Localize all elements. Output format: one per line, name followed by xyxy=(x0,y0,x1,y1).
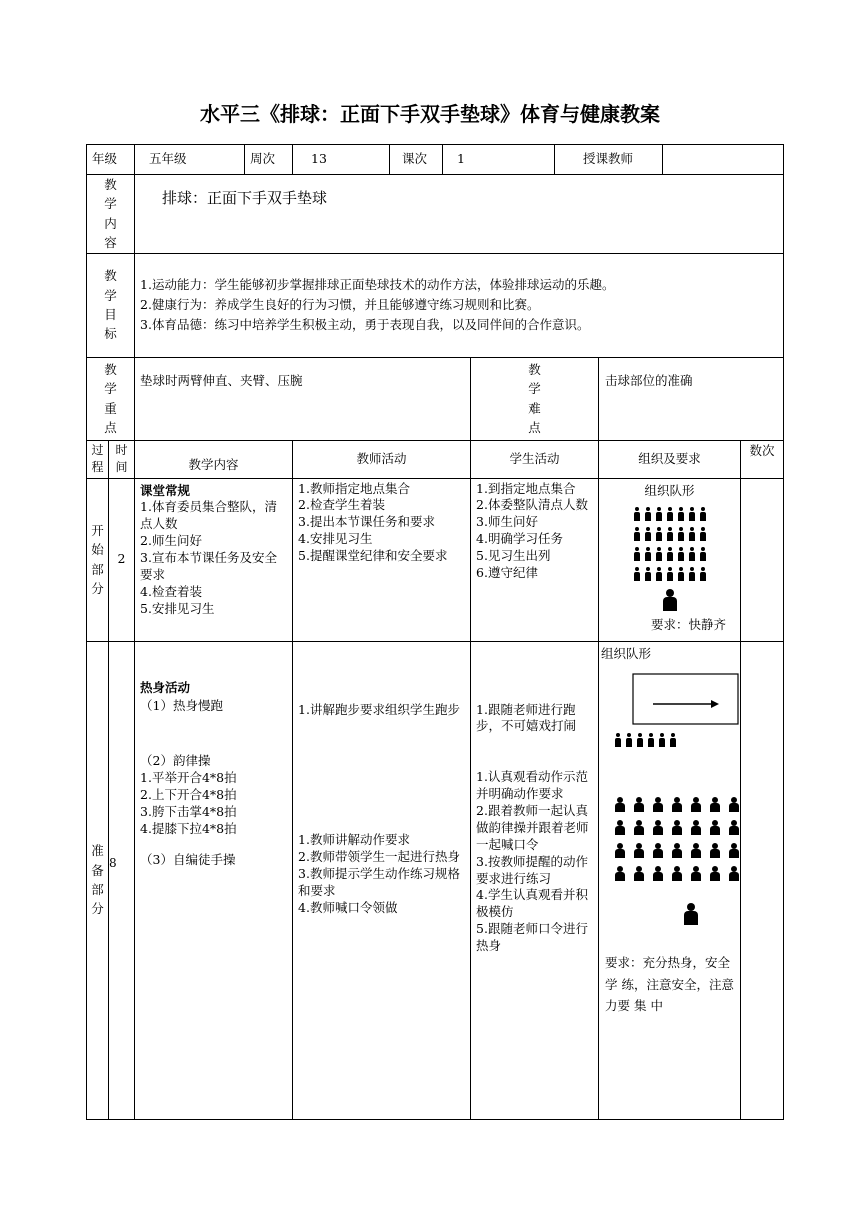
student-icon xyxy=(656,527,662,541)
section-start-organization xyxy=(599,478,741,641)
list-item: 4.学生认真观看并积极模仿 xyxy=(476,887,588,920)
student-icon xyxy=(634,527,640,541)
student-icon xyxy=(689,527,695,541)
student-icon xyxy=(710,866,720,881)
difficulty-value: 击球部位的准确 xyxy=(599,357,784,440)
org-requirement: 要求：充分热身，安全学 练，注意安全，注意力要 集 中 xyxy=(605,955,735,1013)
student-icon xyxy=(729,820,739,835)
student-icon xyxy=(678,567,684,581)
student-icon xyxy=(615,866,625,881)
student-icon xyxy=(667,567,673,581)
list-item: 5.提醒课堂纪律和安全要求 xyxy=(298,548,448,563)
list-item: 4.检查着装 xyxy=(140,583,202,599)
section-start-content: 课堂常规 1.体育委员集合整队，清点人数 2.师生问好 3.宣布本节课任务及安全要求 4.检查着装 5.安排见习生 xyxy=(135,478,293,641)
student-icon xyxy=(653,820,663,835)
list-item: 5.跟随老师口令进行热身 xyxy=(476,921,588,953)
track-box xyxy=(633,674,738,724)
col-count: 数次 xyxy=(741,440,784,478)
student-icon xyxy=(700,527,706,541)
list-item: 3.宣布本节课任务及安全要求 xyxy=(140,550,277,582)
section-prep-count xyxy=(741,641,784,1119)
col-process: 过 程 xyxy=(87,440,109,478)
section-prep-organization xyxy=(599,641,741,1119)
key-points-label: 教 学 重 点 xyxy=(87,357,135,440)
key-points-row xyxy=(87,357,784,440)
student-icon xyxy=(689,507,695,521)
content-value: 排球：正面下手双手垫球 xyxy=(135,175,784,254)
lesson-plan-table xyxy=(86,144,784,1120)
list-item: （1）热身慢跑 xyxy=(140,698,223,714)
student-icon xyxy=(689,567,695,581)
student-icon xyxy=(691,843,701,858)
arrow-head xyxy=(711,700,719,708)
student-icon xyxy=(710,797,720,812)
section-prep-label: 准 备 部 分 xyxy=(87,641,109,1119)
section-prep-student xyxy=(471,641,599,1119)
week-label: 周次 xyxy=(245,145,293,175)
section-start-teacher xyxy=(293,478,471,641)
formation-figure xyxy=(601,662,736,952)
list-item: 1.认真观看动作示范并明确动作要求 xyxy=(476,769,588,802)
column-header-row xyxy=(87,440,784,478)
list-item: 1.到指定地点集合 xyxy=(476,480,576,496)
student-icon xyxy=(634,507,640,521)
list-item: 1.体育委员集合整队，清点人数 xyxy=(140,499,277,532)
list-item: 6.遵守纪律 xyxy=(476,564,538,580)
list-item: 1.教师指定地点集合 xyxy=(298,480,410,496)
col-organization: 组织及要求 xyxy=(599,440,741,478)
list-item: 2.体委整队清点人数 xyxy=(476,497,588,513)
student-icon xyxy=(615,843,625,858)
student-icon xyxy=(672,843,682,858)
grade-label: 年级 xyxy=(87,145,135,175)
student-icon xyxy=(656,507,662,521)
student-icon xyxy=(626,733,632,747)
student-icon xyxy=(700,567,706,581)
student-icon xyxy=(656,547,662,561)
student-icon xyxy=(700,507,706,521)
student-icon xyxy=(691,866,701,881)
list-item: 4.安排见习生 xyxy=(298,531,373,547)
student-icon xyxy=(729,843,739,858)
list-item: （3）自编徒手操 xyxy=(140,851,236,867)
student-icon xyxy=(689,547,695,561)
list-item: 4.提膝下拉4*8拍 xyxy=(140,820,237,836)
col-student: 学生活动 xyxy=(471,440,599,478)
header-row xyxy=(87,145,784,175)
student-row xyxy=(599,567,740,581)
student-icon xyxy=(634,820,644,835)
org-requirement: 要求：快静齐 xyxy=(651,617,727,633)
list-item: （2）韵律操 xyxy=(140,753,211,769)
list-item: 1.平举开合4*8拍 xyxy=(140,770,237,786)
org-title: 组织队形 xyxy=(644,482,695,498)
lesson-label: 课次 xyxy=(390,145,443,175)
section-prep-row xyxy=(87,641,784,1119)
student-icon xyxy=(672,866,682,881)
student-icon xyxy=(729,797,739,812)
student-icon xyxy=(634,547,640,561)
student-icon xyxy=(634,866,644,881)
section-prep-teacher xyxy=(293,641,471,1119)
student-icon xyxy=(615,733,621,747)
student-icon xyxy=(634,843,644,858)
formation-figure xyxy=(599,507,740,611)
list-item: 2.师生问好 xyxy=(140,533,202,549)
student-icon xyxy=(667,527,673,541)
teacher-value xyxy=(663,145,784,175)
list-item: 3.教师提示学生动作练习规格和要求 xyxy=(298,866,460,898)
student-row xyxy=(615,820,739,835)
goals-label: 教 学 目 标 xyxy=(87,253,135,357)
content-row xyxy=(87,175,784,254)
goal-item: 2.健康行为：养成学生良好的行为习惯，并且能够遵守练习规则和比赛。 xyxy=(140,297,540,312)
org-title: 组织队形 xyxy=(601,645,652,661)
content-label: 教 学 内 容 xyxy=(87,175,135,254)
section-prep-content: 热身活动 （1）热身慢跑 （2）韵律操 1.平举开合4*8拍 2.上下开合4*8拍 3.胯下击掌4*8拍 4.提膝下拉4*8拍 （3）自编徒手操 xyxy=(135,641,293,1119)
student-icon xyxy=(645,507,651,521)
lesson-value: 1 xyxy=(443,145,555,175)
student-icon xyxy=(700,547,706,561)
teacher-icon xyxy=(663,589,677,611)
formation-grid xyxy=(615,797,739,889)
student-row xyxy=(599,547,740,561)
student-icon xyxy=(710,820,720,835)
student-icon xyxy=(659,733,665,747)
student-row xyxy=(615,866,739,881)
col-content: 教学内容 xyxy=(135,440,293,478)
student-icon xyxy=(634,797,644,812)
list-item: 2.上下开合4*8拍 xyxy=(140,787,237,802)
section-start-student xyxy=(471,478,599,641)
list-item: 3.胯下击掌4*8拍 xyxy=(140,803,237,819)
list-item: 2.检查学生着装 xyxy=(298,497,385,513)
student-icon xyxy=(645,567,651,581)
section-start-row xyxy=(87,478,784,641)
student-icon xyxy=(670,733,676,747)
student-row xyxy=(599,507,740,521)
student-icon xyxy=(653,843,663,858)
section-start-count xyxy=(741,478,784,641)
student-icon xyxy=(648,733,654,747)
list-item: 1.教师讲解动作要求 xyxy=(298,832,410,848)
student-icon xyxy=(645,527,651,541)
goals-row xyxy=(87,253,784,357)
teacher-label: 授课教师 xyxy=(555,145,663,175)
goals-list xyxy=(135,253,784,357)
student-icon xyxy=(653,866,663,881)
col-teacher: 教师活动 xyxy=(293,440,471,478)
section-prep-time: 8 xyxy=(109,641,135,1119)
student-icon xyxy=(615,820,625,835)
list-item: 4.明确学习任务 xyxy=(476,531,563,547)
list-item: 1.跟随老师进行跑步，不可嬉戏打闹 xyxy=(476,701,577,734)
list-item: 2.跟着教师一起认真做韵律操并跟着老师一起喊口令 xyxy=(476,803,589,852)
student-row xyxy=(615,797,739,812)
student-icon xyxy=(678,547,684,561)
student-icon xyxy=(729,866,739,881)
difficulty-label: 教 学 难 点 xyxy=(471,357,599,440)
student-icon xyxy=(710,843,720,858)
goal-item: 3.体育品德：练习中培养学生积极主动，勇于表现自我，以及同伴间的合作意识。 xyxy=(140,317,590,332)
student-icon xyxy=(615,797,625,812)
teacher-icon xyxy=(684,903,698,925)
student-icon xyxy=(691,797,701,812)
student-row xyxy=(615,843,739,858)
section-start-label: 开 始 部 分 xyxy=(87,478,109,641)
grade-value: 五年级 xyxy=(135,145,245,175)
student-icon xyxy=(637,733,643,747)
student-icon xyxy=(672,797,682,812)
student-icon xyxy=(678,507,684,521)
list-item: 5.安排见习生 xyxy=(140,600,215,616)
list-item: 3.提出本节课任务和要求 xyxy=(298,514,435,530)
goal-item: 1.运动能力：学生能够初步掌握排球正面垫球技术的动作方法，体验排球运动的乐趣。 xyxy=(140,277,615,292)
section-start-time: 2 xyxy=(109,478,135,641)
list-item: 3.按教师提醒的动作要求进行练习 xyxy=(476,853,588,886)
key-points-value: 垫球时两臂伸直、夹臂、压腕 xyxy=(135,357,471,440)
student-icon xyxy=(645,547,651,561)
list-item: 5.见习生出列 xyxy=(476,548,551,563)
student-icon xyxy=(672,820,682,835)
student-icon xyxy=(634,567,640,581)
list-item: 1.讲解跑步要求组织学生跑步 xyxy=(298,701,460,717)
student-icon xyxy=(667,547,673,561)
student-icon xyxy=(667,507,673,521)
list-item: 3.师生问好 xyxy=(476,514,538,530)
page-title: 水平三《排球：正面下手双手垫球》体育与健康教案 xyxy=(200,102,660,126)
list-item: 2.教师带领学生一起进行热身 xyxy=(298,849,460,865)
week-value: 13 xyxy=(293,145,390,175)
student-icon xyxy=(691,820,701,835)
student-icon xyxy=(656,567,662,581)
student-row xyxy=(599,527,740,541)
col-time: 时 间 xyxy=(109,440,135,478)
runner-row xyxy=(615,733,676,747)
list-item: 4.教师喊口令领做 xyxy=(298,899,398,915)
student-icon xyxy=(678,527,684,541)
student-icon xyxy=(653,797,663,812)
